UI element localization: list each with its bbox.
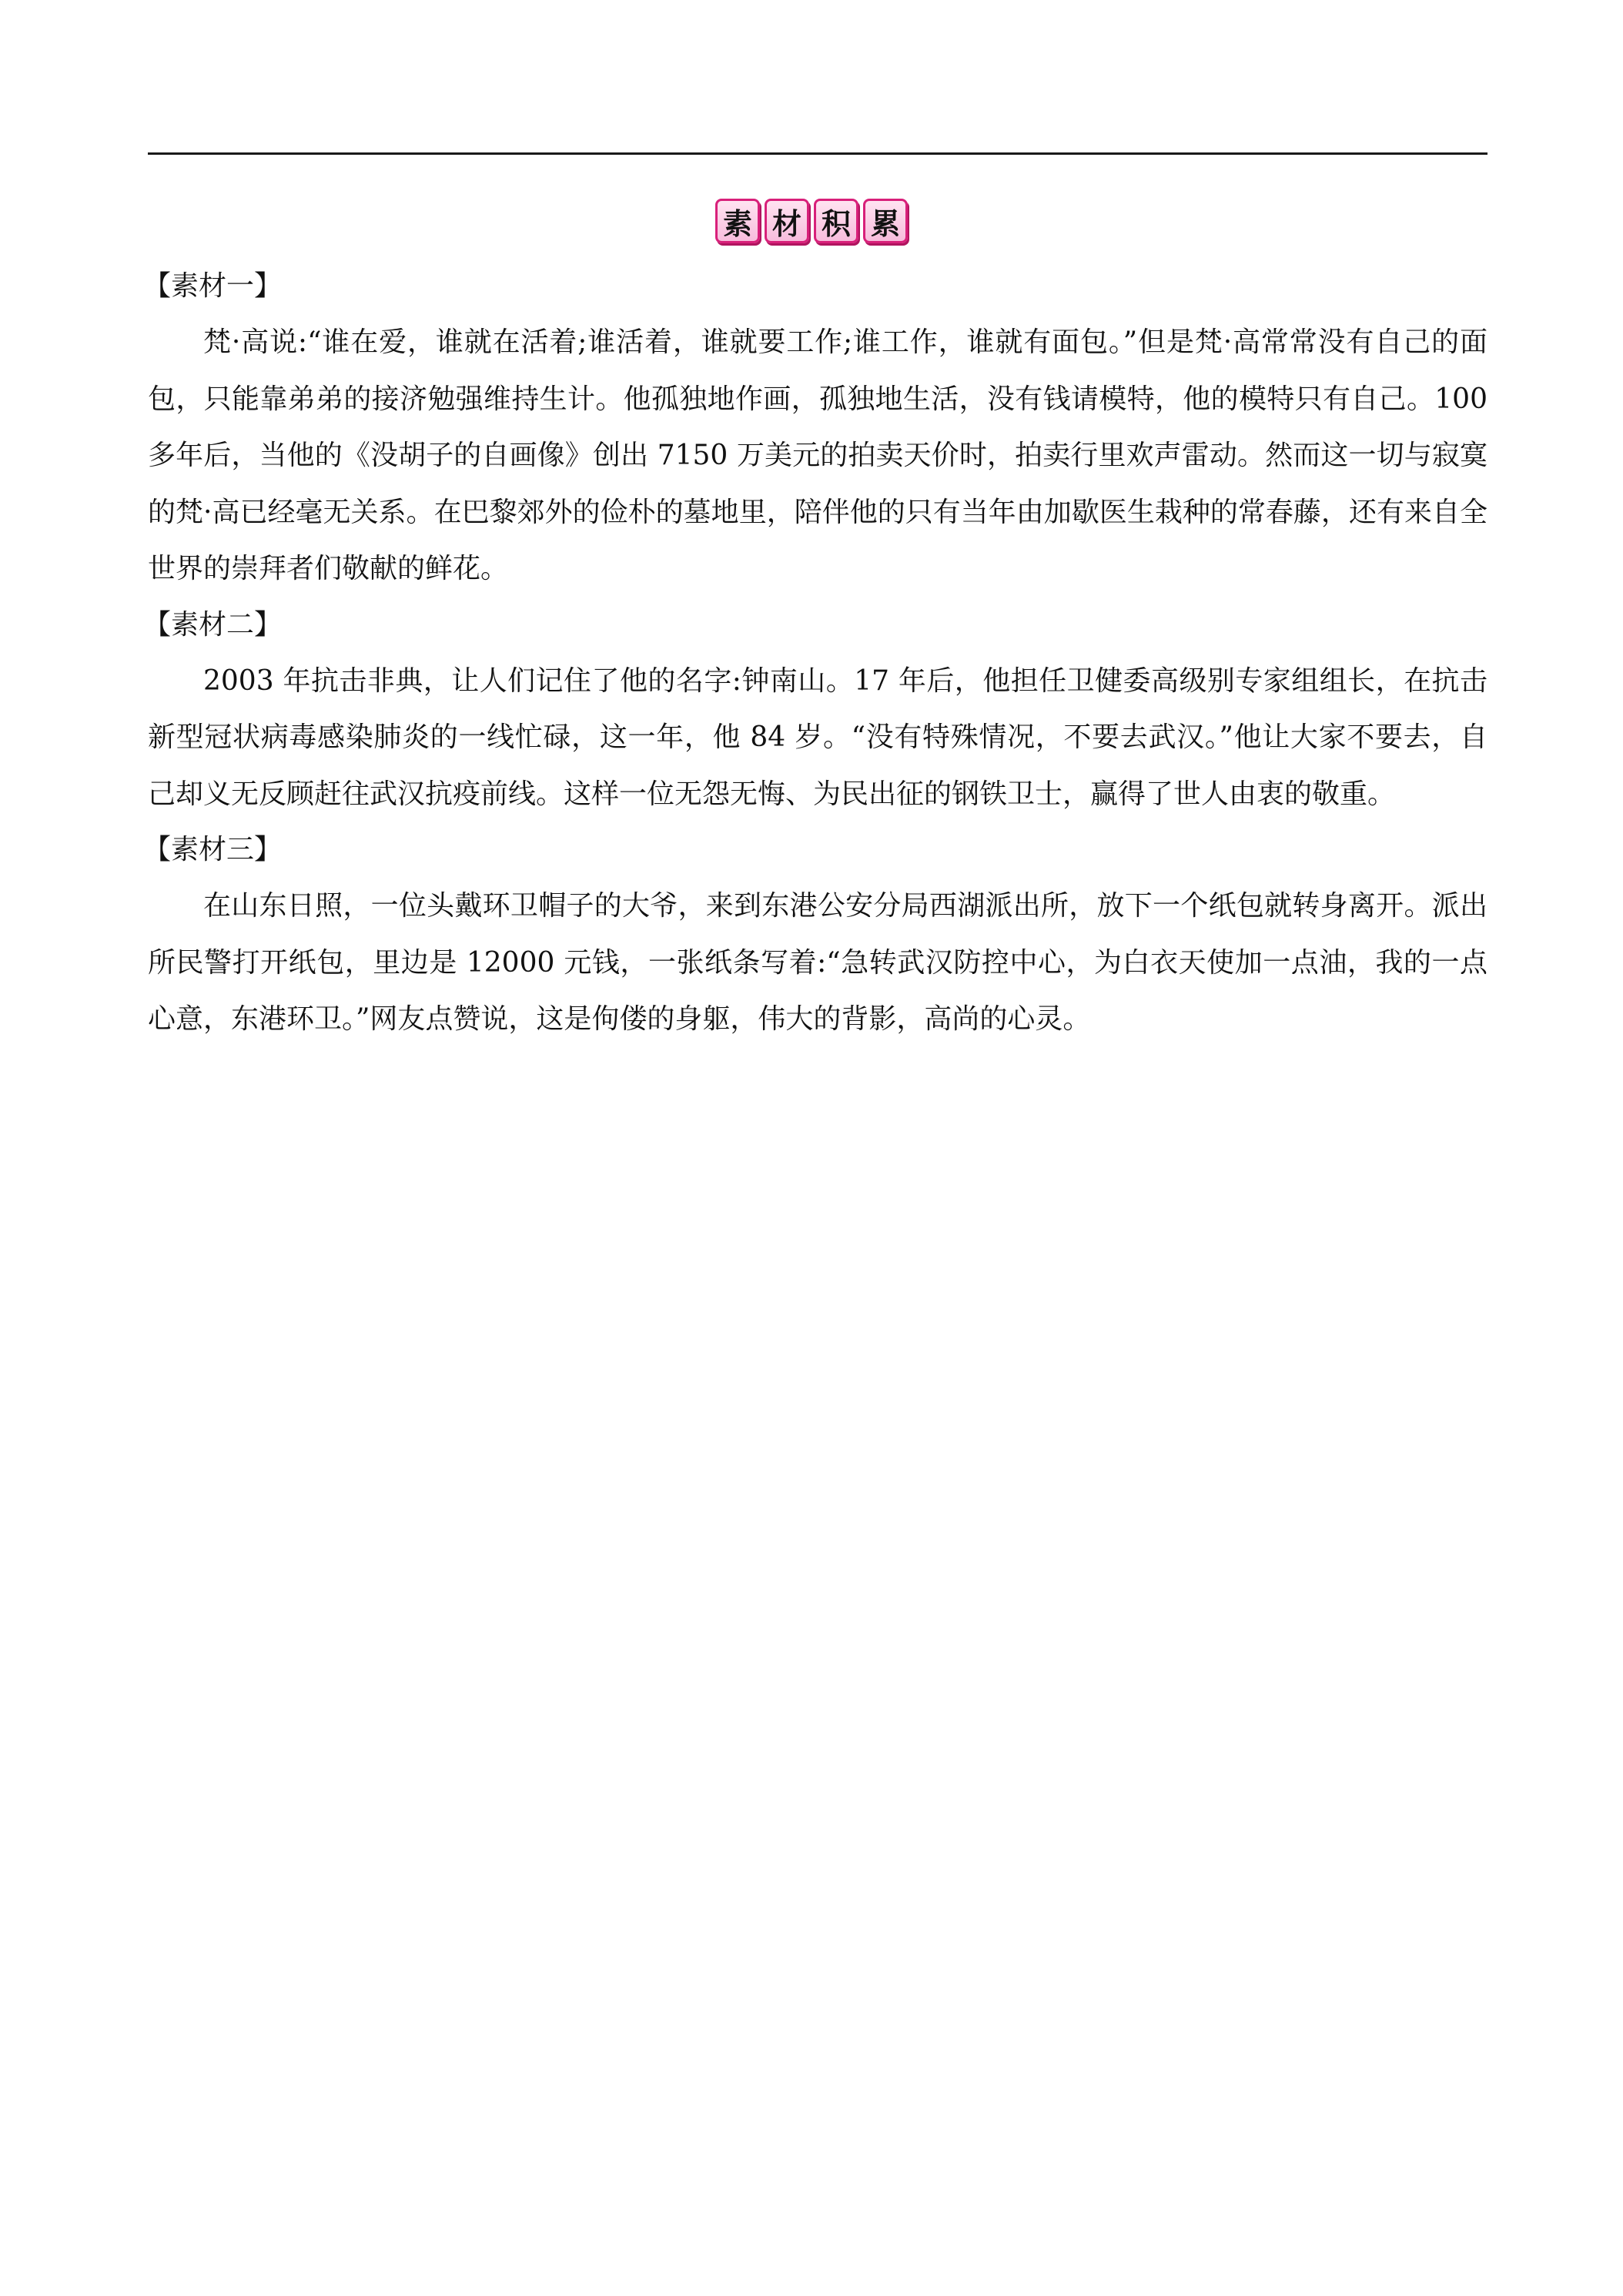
header-rule: [148, 152, 1487, 155]
material-paragraph: 2003 年抗击非典，让人们记住了他的名字:钟南山。17 年后，他担任卫健委高级别专家组组长，在抗击新型冠状病毒感染肺炎的一线忙碌，这一年，他 84 岁。“没有特殊情况，不要去武汉。”他让大家不要去，自己却义无反顾赶往武汉抗疫前线。这样一位无怨无悔、为民出征的钢铁卫士，赢得了世人由衷的敬重。: [148, 664, 1487, 810]
material-item: [143, 259, 1487, 597]
material-list: [143, 259, 1487, 1048]
material-item: [143, 822, 1487, 1048]
section-title-char: 积: [814, 199, 858, 243]
section-title-char: 材: [765, 199, 809, 243]
material-heading: 【素材三】: [143, 834, 283, 865]
material-paragraph: 梵·高说:“谁在爱，谁就在活着;谁活着，谁就要工作;谁工作，谁就有面包。”但是梵·高常常没有自己的面包，只能靠弟弟的接济勉强维持生计。他孤独地作画，孤独地生活，没有钱请模特，他的模特只有自己。100 多年后，当他的《没胡子的自画像》创出 7150 万美元的拍卖天价时，拍卖行里欢声雷动。然而这一切与寂寞的梵·高已经毫无关系。在巴黎郊外的俭朴的墓地里，陪伴他的只有当年由加歇医生栽种的常春藤，还有来自全世界的崇拜者们敬献的鲜花。: [148, 326, 1487, 584]
material-item: [143, 597, 1487, 823]
section-title: [0, 199, 1623, 243]
section-title-char: 累: [863, 199, 908, 243]
material-heading: 【素材一】: [143, 270, 283, 302]
material-paragraph: 在山东日照，一位头戴环卫帽子的大爷，来到东港公安分局西湖派出所，放下一个纸包就转身离开。派出所民警打开纸包，里边是 12000 元钱，一张纸条写着:“急转武汉防控中心，为白衣天使加一点油，我的一点心意，东港环卫。”网友点赞说，这是佝偻的身躯，伟大的背影，高尚的心灵。: [148, 890, 1487, 1035]
section-title-char: 素: [715, 199, 760, 243]
material-heading: 【素材二】: [143, 608, 283, 641]
